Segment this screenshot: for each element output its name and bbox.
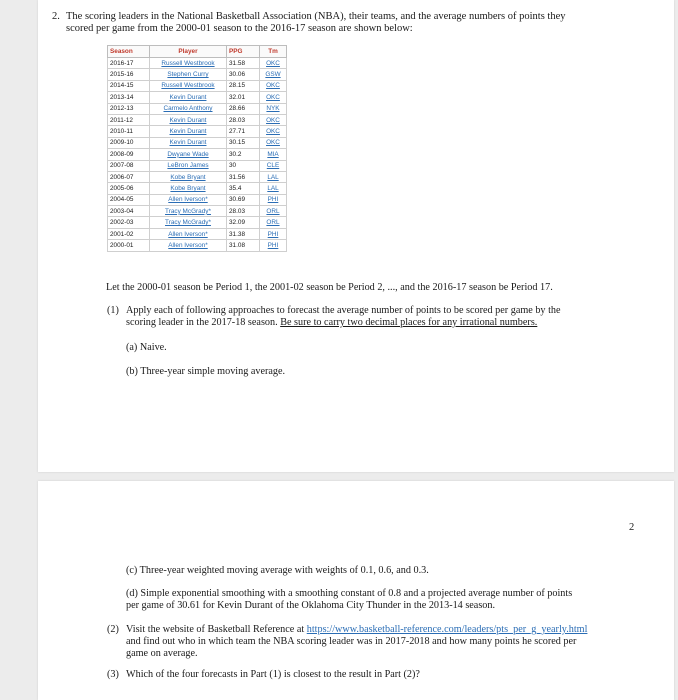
ppg-cell: 30 [227, 160, 260, 171]
table-row [108, 114, 287, 125]
ppg-cell: 31.38 [227, 228, 260, 239]
team-link[interactable]: LAL [260, 171, 287, 182]
part2-text [126, 624, 596, 660]
season-cell: 2012-13 [108, 103, 150, 114]
part1-underlined-note: Be sure to carry two decimal places for any irrational numbers. [280, 317, 538, 328]
basketball-reference-link[interactable]: https://www.basketball-reference.com/leaders/pts_per_g_yearly.html [306, 624, 588, 635]
part1-c: (c) Three-year weighted moving average with weights of 0.1, 0.6, and 0.3. [126, 565, 429, 576]
table-row [108, 92, 287, 103]
table-row [108, 240, 287, 251]
ppg-cell: 32.01 [227, 92, 260, 103]
team-link[interactable]: OKC [260, 137, 287, 148]
team-link[interactable]: OKC [260, 58, 287, 69]
table-row [108, 103, 287, 114]
table-row [108, 58, 287, 69]
season-cell: 2005-06 [108, 183, 150, 194]
table-row [108, 183, 287, 194]
season-cell: 2008-09 [108, 149, 150, 160]
table-row [108, 149, 287, 160]
ppg-cell: 30.15 [227, 137, 260, 148]
player-link[interactable]: Kevin Durant [150, 126, 227, 137]
season-cell: 2000-01 [108, 240, 150, 251]
team-link[interactable]: LAL [260, 183, 287, 194]
player-link[interactable]: Carmelo Anthony [150, 103, 227, 114]
team-link[interactable]: ORL [260, 217, 287, 228]
ppg-cell: 35.4 [227, 183, 260, 194]
part1-label: (1) [107, 305, 119, 316]
header-player: Player [150, 46, 227, 58]
team-link[interactable]: OKC [260, 92, 287, 103]
question-number: 2. [52, 11, 60, 22]
season-cell: 2013-14 [108, 92, 150, 103]
player-link[interactable]: Allen Iverson* [150, 194, 227, 205]
season-cell: 2004-05 [108, 194, 150, 205]
part1-b: (b) Three-year simple moving average. [126, 366, 286, 377]
ppg-cell: 28.66 [227, 103, 260, 114]
part1-a: (a) Naive. [126, 342, 167, 353]
player-link[interactable]: Kevin Durant [150, 92, 227, 103]
part2-text-before: Visit the website of Basketball Reference at [126, 624, 305, 635]
ppg-cell: 32.09 [227, 217, 260, 228]
season-cell: 2009-10 [108, 137, 150, 148]
season-cell: 2015-16 [108, 69, 150, 80]
team-link[interactable]: PHI [260, 228, 287, 239]
table-row [108, 217, 287, 228]
table-row [108, 171, 287, 182]
player-link[interactable]: Russell Westbrook [150, 80, 227, 91]
part2-label: (2) [107, 624, 119, 635]
player-link[interactable]: Dwyane Wade [150, 149, 227, 160]
question-intro: The scoring leaders in the National Basketball Association (NBA), their teams, and the average numbers of points they scored per game from the 2000-01 season to the 2016-17 season are shown below: [66, 11, 566, 34]
table-row [108, 228, 287, 239]
table-row [108, 137, 287, 148]
part3-label: (3) [107, 669, 119, 680]
team-link[interactable]: MIA [260, 149, 287, 160]
team-link[interactable]: PHI [260, 194, 287, 205]
season-cell: 2010-11 [108, 126, 150, 137]
period-definition: Let the 2000-01 season be Period 1, the 2001-02 season be Period 2, ..., and the 2016-17 season be Period 17. [106, 282, 553, 293]
season-cell: 2001-02 [108, 228, 150, 239]
player-link[interactable]: Kevin Durant [150, 114, 227, 125]
table-row [108, 80, 287, 91]
player-link[interactable]: Stephen Curry [150, 69, 227, 80]
team-link[interactable]: NYK [260, 103, 287, 114]
team-link[interactable]: CLE [260, 160, 287, 171]
part1-text [126, 305, 592, 329]
table-row [108, 126, 287, 137]
season-cell: 2007-08 [108, 160, 150, 171]
player-link[interactable]: Kevin Durant [150, 137, 227, 148]
header-ppg: PPG [227, 46, 260, 58]
ppg-cell: 31.58 [227, 58, 260, 69]
ppg-cell: 28.03 [227, 114, 260, 125]
team-link[interactable]: OKC [260, 126, 287, 137]
team-link[interactable]: ORL [260, 206, 287, 217]
player-link[interactable]: Kobe Bryant [150, 171, 227, 182]
player-link[interactable]: Russell Westbrook [150, 58, 227, 69]
team-link[interactable]: OKC [260, 114, 287, 125]
part3-text: Which of the four forecasts in Part (1) is closest to the result in Part (2)? [126, 669, 420, 680]
season-cell: 2003-04 [108, 206, 150, 217]
part1-instruction: Apply each of following approaches to forecast the average number of points to be scored per game by the scoring leader in the 2017-18 season. [126, 305, 561, 328]
player-link[interactable]: Tracy McGrady* [150, 206, 227, 217]
ppg-cell: 30.69 [227, 194, 260, 205]
table-row [108, 206, 287, 217]
player-link[interactable]: Kobe Bryant [150, 183, 227, 194]
scoring-leaders-table [107, 45, 287, 252]
player-link[interactable]: Allen Iverson* [150, 240, 227, 251]
table-header-row [108, 46, 287, 58]
table-row [108, 69, 287, 80]
ppg-cell: 31.56 [227, 171, 260, 182]
ppg-cell: 27.71 [227, 126, 260, 137]
team-link[interactable]: OKC [260, 80, 287, 91]
team-link[interactable]: PHI [260, 240, 287, 251]
part1-d: (d) Simple exponential smoothing with a smoothing constant of 0.8 and a projected average number of points per game of 30.61 for Kevin Durant of the Oklahoma City Thunder in the 2013-14 season. [126, 588, 573, 611]
ppg-cell: 31.08 [227, 240, 260, 251]
ppg-cell: 30.06 [227, 69, 260, 80]
table-row [108, 194, 287, 205]
player-link[interactable]: Tracy McGrady* [150, 217, 227, 228]
player-link[interactable]: LeBron James [150, 160, 227, 171]
season-cell: 2002-03 [108, 217, 150, 228]
ppg-cell: 28.03 [227, 206, 260, 217]
season-cell: 2016-17 [108, 58, 150, 69]
header-team: Tm [260, 46, 287, 58]
page-number: 2 [629, 522, 635, 533]
table-row [108, 160, 287, 171]
season-cell: 2011-12 [108, 114, 150, 125]
season-cell: 2006-07 [108, 171, 150, 182]
header-season: Season [108, 46, 150, 58]
season-cell: 2014-15 [108, 80, 150, 91]
part2-text-after: and find out who in which team the NBA scoring leader was in 2017-2018 and how many points he scored per game on average. [126, 636, 577, 659]
ppg-cell: 30.2 [227, 149, 260, 160]
team-link[interactable]: GSW [260, 69, 287, 80]
ppg-cell: 28.15 [227, 80, 260, 91]
player-link[interactable]: Allen Iverson* [150, 228, 227, 239]
